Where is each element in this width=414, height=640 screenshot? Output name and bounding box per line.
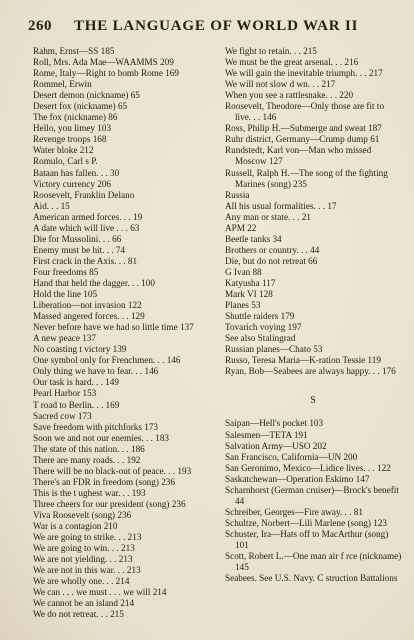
index-entry: Enemy must be hit. . . 74 [33, 244, 126, 255]
index-entry: Romulo, Carl s P. [33, 156, 98, 167]
index-entry: Seabees. See U.S. Navy. C struction Battalions [225, 573, 398, 584]
index-entry: Saipan—Hell's pocket 103 [225, 418, 324, 429]
index-entry: Mark VI 128 [225, 289, 273, 300]
index-entry: Schuster, Ira—Hats off to MacArthur (song) 101 [225, 528, 389, 550]
index-entry: We will gain the inevitable triumph. . . 217 [225, 68, 383, 79]
index-entry: Salesmen—TETA 191 [225, 429, 308, 440]
index-entry: Scott, Robert L.—One man air f rce (nickname) 145 [225, 551, 402, 573]
index-entry: Scharnhorst (German cruiser)—Brock's benefit 44 [225, 484, 399, 506]
index-entry: Pearl Harbor 153 [33, 388, 97, 399]
index-entry: Hand that held the dagger. . . 100 [33, 277, 155, 288]
index-entry: No coasting t victory 139 [33, 344, 127, 355]
index-entry: Aid. . . 15 [33, 200, 70, 211]
index-entry: We cannot be an island 214 [33, 598, 135, 609]
index-entries-s [225, 418, 402, 584]
index-entry: Rahm, Ernst—SS 185 [33, 46, 115, 56]
index-entry: The fox (nickname) 86 [33, 112, 118, 123]
index-entry: Brothers or country. . . 44 [225, 244, 320, 255]
index-entry: Roll, Mrs. Ada Mae—WAAMMS 209 [33, 57, 174, 68]
index-entry: There are many roads. . . 192 [33, 454, 141, 465]
index-entry: Hold the line 105 [33, 289, 98, 300]
index-entry: Victory currency 206 [33, 178, 112, 189]
index-entry: Any man or state. . . 21 [225, 211, 311, 222]
page-number: 260 [28, 18, 52, 34]
index-entry: There will be no black-out of peace. . . 193 [33, 465, 192, 476]
index-entry: Four freedoms 85 [33, 266, 99, 277]
index-entry: Salvation Army—USO 202 [225, 440, 327, 451]
index-entry: Never before have we had so little time 137 [33, 322, 194, 333]
index-entry: We do not retreat. . . 215 [33, 609, 124, 620]
running-head: THE LANGUAGE OF WORLD WAR II [74, 18, 359, 34]
index-entry: We must be the great arsenal. . . 216 [225, 57, 359, 68]
index-entry: Beetle tanks 34 [225, 233, 282, 244]
index-entry: Roosevelt, Theodore—Only those are fit to live. . . 146 [225, 101, 385, 123]
index-entry: Planes 53 [225, 300, 261, 311]
index-entry: We will not slow d wn. . . 217 [225, 79, 336, 90]
index-entry: Only thing we have to fear. . . 146 [33, 366, 159, 377]
index-entry: San Geronimo, Mexico—Lidice lives. . . 122 [225, 462, 391, 473]
index-entry: A new peace 137 [33, 333, 97, 344]
index-entry: Massed angered forces. . . 129 [33, 311, 145, 322]
index-entry: Desert demon (nickname) 65 [33, 90, 140, 101]
index-entry: Water bloke 212 [33, 145, 94, 156]
section-letter: S [310, 395, 317, 407]
index-entry: APM 22 [225, 222, 257, 233]
index-entry: A date which will live . . . 63 [33, 222, 140, 233]
index-entry: Die, but do not retreat 66 [225, 255, 318, 266]
index-entry: We are not in this war. . . 213 [33, 565, 141, 576]
index-entry: Hello, you limey 103 [33, 123, 112, 134]
index-entry: We are wholly one. . . 214 [33, 576, 130, 587]
index-entry: Save freedom with pitchforks 173 [33, 421, 159, 432]
index-entry: Saskatchewan—Operation Eskimo 147 [225, 473, 370, 484]
index-entry: Three cheers for our president (song) 236 [33, 498, 186, 509]
index-entry: One symbol only for Frenchmen. . . 146 [33, 355, 181, 366]
index-entry: Liberation—not invasion 122 [33, 300, 142, 311]
index-entry: San Francisco, California—UN 200 [225, 451, 358, 462]
index-entry: Tovarich voying 197 [225, 322, 302, 333]
index-entry: Ross, Philip H.—Submerge and sweat 187 [225, 123, 382, 134]
index-entry: Rome, Italy—Right to bomb Rome 169 [33, 68, 179, 79]
index-entry: American armed forces. . . 19 [33, 211, 143, 222]
index-entry: When you see a rattlesnake. . . 220 [225, 90, 354, 101]
index-entry: We are not yielding. . . 213 [33, 554, 133, 565]
index-entry: Desert fox (nickname) 65 [33, 101, 128, 112]
index-entries-r [225, 46, 402, 377]
index-entry: We are going to win. . . 213 [33, 543, 135, 554]
index-entry: We fight to retain. . . 215 [225, 46, 317, 56]
index-entry: T road to Berlin. . . 169 [33, 399, 120, 410]
index-entry: Russo, Teresa Maria—K-ration Tessie 119 [225, 355, 381, 366]
page-header [28, 18, 394, 35]
index-entry: The state of this nation. . . 186 [33, 443, 145, 454]
index-entry: Die for Mussolini. . . 66 [33, 233, 122, 244]
index-entry: G Ivan 88 [225, 266, 262, 277]
index-entry: Shuttle raiders 179 [225, 311, 295, 322]
index-entry: We are going to strike. . . 213 [33, 532, 142, 543]
index-entry: First crack in the Axis. . . 81 [33, 255, 138, 266]
index-entry: Katyusha 117 [225, 277, 276, 288]
index-entry: Russell, Ralph H.—The song of the fighting Marines (song) 235 [225, 167, 388, 189]
index-entry: See also Stalingrad [225, 333, 296, 344]
index-column-left [33, 46, 211, 626]
index-entry: Our task is hard. . . 149 [33, 377, 119, 388]
index-entry: There's an FDR in freedom (song) 236 [33, 476, 175, 487]
index-entry: Ruhr district, Germany—Crump dump 61 [225, 134, 380, 145]
index-entry: Viva Roosevelt (song) 236 [33, 509, 132, 520]
index-entry: Schreiber, Georges—Fire away. . . 81 [225, 506, 363, 517]
index-entry: Russian planes—Chato 53 [225, 344, 323, 355]
index-entry: This is the t ughest war. . . 193 [33, 487, 146, 498]
index-entry: Soon we and not our enemies. . . 183 [33, 432, 170, 443]
index-entry: All his usual formalities. . . 17 [225, 200, 337, 211]
index-entry: Schultze, Norbert—Lili Marlene (song) 123 [225, 517, 388, 528]
index-entry: Ryan, Bob—Seabees are always happy. . . 176 [225, 366, 396, 377]
index-entry: Revenge troops 168 [33, 134, 107, 145]
index-entry: We can . . . we must . . . we will 214 [33, 587, 167, 598]
index-column-right [225, 46, 402, 626]
index-entry: War is a contagion 210 [33, 521, 118, 532]
index-entry: Sacred cow 173 [33, 410, 92, 421]
index-entry: Russia [225, 189, 250, 200]
index-entry: Rundstedt, Karl von—Man who missed Moscow 127 [225, 145, 372, 167]
index-entry: Roosevelt, Franklin Delano [33, 189, 135, 200]
index-columns [33, 46, 402, 626]
index-entry: Bataan has fallen. . . 30 [33, 167, 120, 178]
index-entry: Rommel, Erwin [33, 79, 92, 90]
